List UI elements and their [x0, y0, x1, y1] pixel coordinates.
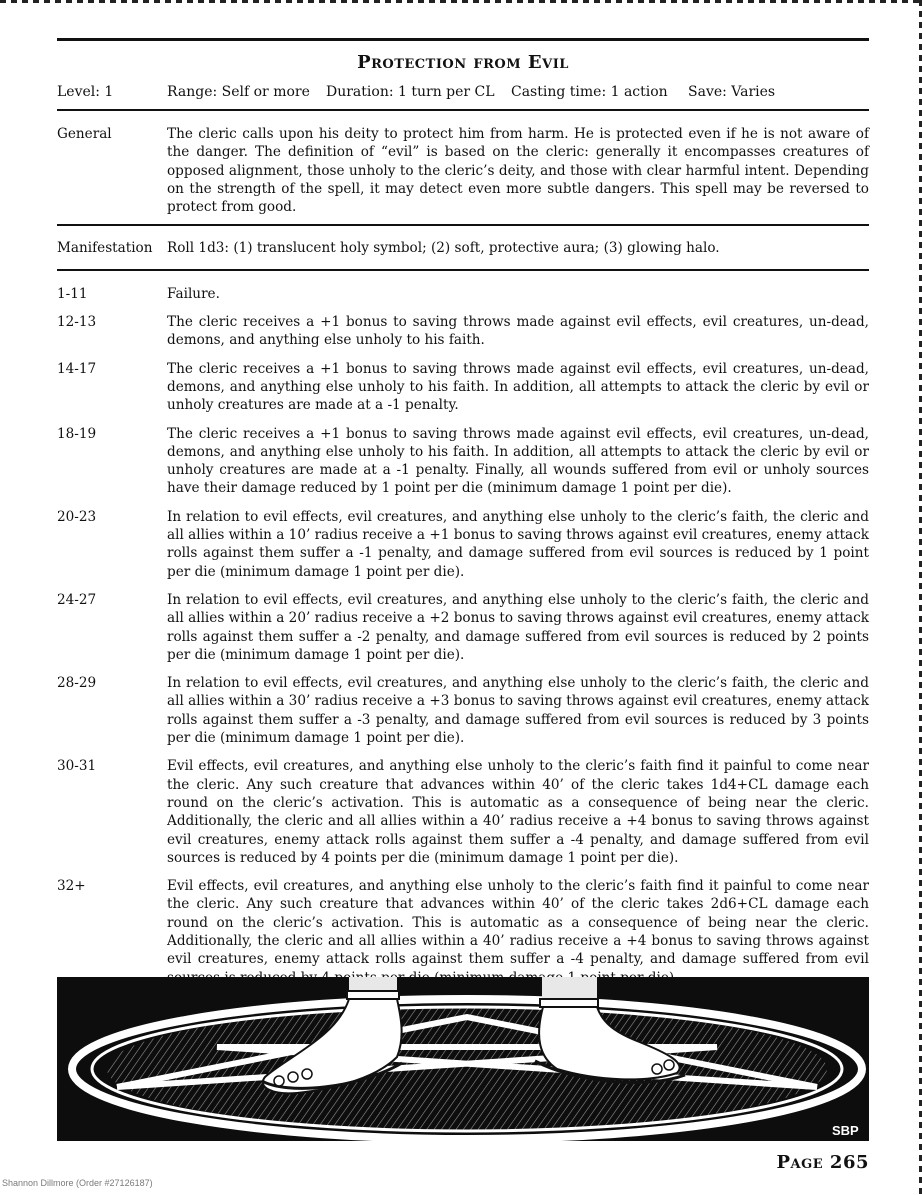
result-row [57, 313, 869, 350]
result-text: In relation to evil effects, evil creatures, and anything else unholy to the cleric’s faith, the cleric and all allies within a 20’ radius receive a +2 bonus to saving throws against evil creatures, enemy attack rolls against them suffer a -2 penalty, and damage suffered from evil sources is reduced by 2 points per die (minimum damage 1 point per die). [167, 591, 869, 663]
page-number: Page 265 [776, 1152, 869, 1173]
general-text: The cleric calls upon his deity to protect him from harm. He is protected even if he is not aware of the danger. The definition of “evil” is based on the cleric: generally it encompasses creatures of opposed alignment, those unholy to the cleric’s deity, and those with clear harmful intent. Depending on the strength of the spell, it may detect even more subtle dangers. This spell may be reversed to protect from good. [167, 126, 869, 216]
result-text: Evil effects, evil creatures, and anything else unholy to the cleric’s faith find it painful to come near the cleric. Any such creature that advances within 40’ of the cleric takes 2d6+CL damage each round on the cleric’s activation. This is automatic as a consequence of being near the cleric. Additionally, the cleric and all allies within a 40’ radius receive a +4 bonus to saving throws against evil creatures, enemy attack rolls against them suffer a -4 penalty, and damage suffered from evil [167, 878, 869, 968]
result-text: In relation to evil effects, evil creatures, and anything else unholy to the cleric’s faith, the cleric and all allies within a 30’ radius receive a +3 bonus to saving throws against evil creatures, enemy attack rolls against them suffer a -3 penalty, and damage suffered from evil sources is reduced by 3 points per die (minimum damage 1 point per die). [167, 675, 869, 747]
result-text: In relation to evil effects, evil creatures, and anything else unholy to the cleric’s faith, the cleric and all allies within a 10’ radius receive a +1 bonus to saving throws against evil creatures, enemy attack rolls against them suffer a -1 penalty, and damage suffered from evil sources is reduced by 1 point per die (minimum damage 1 point per die). [167, 508, 869, 580]
spell-stats [57, 83, 869, 101]
spell-casting-time: Casting time: 1 action [511, 84, 668, 100]
result-range: 1-11 [57, 285, 88, 302]
divider [57, 224, 869, 226]
spell-save: Save: Varies [688, 84, 776, 100]
divider [57, 269, 869, 271]
result-range: 30-31 [57, 758, 97, 775]
result-table [57, 285, 869, 987]
result-row [57, 674, 869, 747]
result-text: Failure. [167, 285, 220, 302]
result-text: The cleric receives a +1 bonus to saving throws made against evil effects, evil creatures, un-dead, demons, and anything else unholy to his faith. In addition, all attempts to attack the cleric by evil or unholy creatures are made at a -1 penalty. [167, 360, 869, 414]
general-label: General [57, 126, 112, 142]
order-watermark: Shannon Dillmore (Order #27126187) [2, 1178, 153, 1188]
result-row [57, 757, 869, 867]
divider [57, 109, 869, 111]
result-range: 12-13 [57, 314, 97, 331]
result-text: The cleric receives a +1 bonus to saving throws made against evil effects, evil creatures, un-dead, demons, and anything else unholy to his faith. [167, 314, 869, 349]
artist-signature: SBP [832, 1123, 859, 1138]
result-row [57, 508, 869, 581]
result-range: 20-23 [57, 508, 97, 525]
result-row [57, 360, 869, 415]
result-range: 14-17 [57, 360, 97, 377]
spell-block [57, 38, 869, 997]
result-range: 18-19 [57, 425, 97, 442]
illustration-art [57, 977, 869, 1141]
result-row [57, 877, 869, 987]
spell-duration: Duration: 1 turn per CL [326, 84, 495, 100]
manifestation-label: Manifestation [57, 240, 153, 257]
result-range: 24-27 [57, 591, 97, 608]
spell-level: Level: 1 [57, 84, 114, 100]
result-row [57, 591, 869, 664]
spell-range: Range: Self or more [167, 84, 310, 100]
result-row [57, 425, 869, 498]
result-text: The cleric receives a +1 bonus to saving throws made against evil effects, evil creatures, un-dead, demons, and anything else unholy to his faith. In addition, all attempts to attack the cleric by evil or unholy creatures are made at a -1 penalty. Finally, all wounds suffered from evil or unholy sources have their damage reduced by 1 point per die (minimum damage 1 point per die). [167, 425, 869, 497]
manifestation-section [57, 239, 869, 257]
spell-title: Protection from Evil [357, 52, 569, 73]
result-range: 28-29 [57, 675, 97, 692]
top-rule [57, 38, 869, 41]
result-range: 32+ [57, 878, 86, 895]
general-section [57, 125, 869, 216]
page-border-top [0, 0, 922, 3]
manifestation-text: Roll 1d3: (1) translucent holy symbol; (2) soft, protective aura; (3) glowing halo. [167, 240, 720, 257]
sandaled-feet-illustration [57, 977, 869, 1141]
result-row [57, 285, 869, 303]
result-text: Evil effects, evil creatures, and anything else unholy to the cleric’s faith find it painful to come near the cleric. Any such creature that advances within 40’ of the cleric takes 1d4+CL damage each round on the cleric’s activation. This is automatic as a consequence of being near the cleric. Additionally, the cleric and all allies within a 40’ radius receive a +4 bonus to saving throws against evil creatures, enemy attack rolls against them suffer a -4 penalty, and damage suffered from evil sources is reduced by 4 points per die (minimum damage 1 point per die). [167, 758, 869, 866]
